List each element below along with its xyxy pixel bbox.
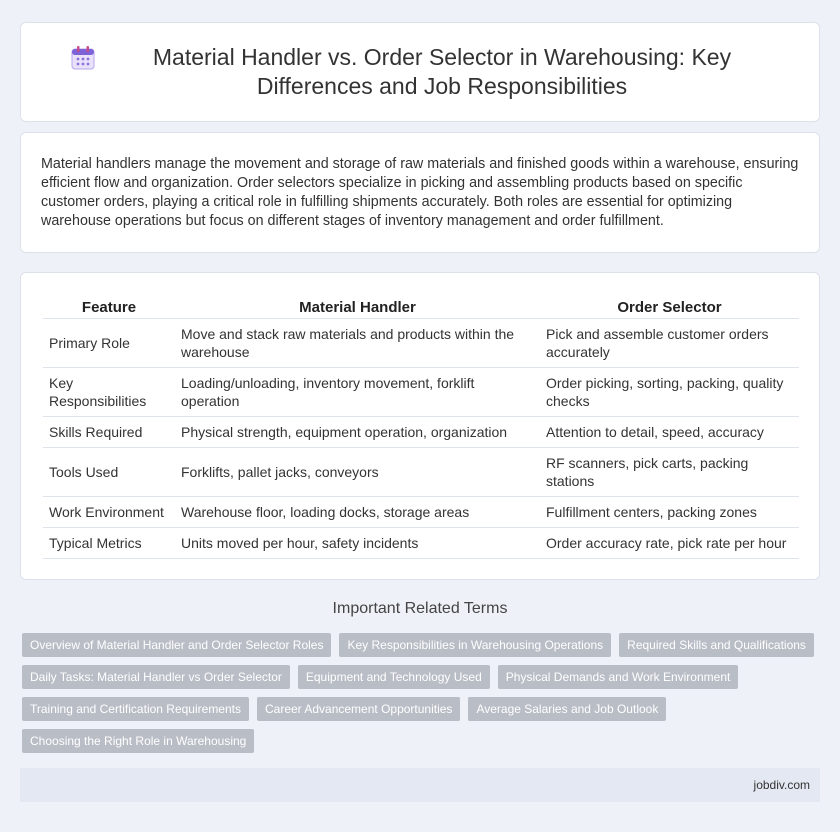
comparison-card: [20, 272, 820, 580]
table-cell: Skills Required: [43, 417, 175, 448]
related-tag[interactable]: Physical Demands and Work Environment: [498, 665, 739, 689]
related-tag[interactable]: Equipment and Technology Used: [298, 665, 490, 689]
table-row: [43, 417, 799, 448]
related-tags: [22, 633, 822, 761]
table-cell: Physical strength, equipment operation, organization: [175, 417, 540, 448]
header-order-selector: Order Selector: [540, 293, 799, 319]
table-row: [43, 528, 799, 559]
intro-text: Material handlers manage the movement and storage of raw materials and finished goods within a warehouse, ensuring efficient flow and organization. Order selectors specialize in picking and assembling products based on specific customer orders, playing a critical role in fulfilling shipments accurately. Both roles are essential for optimizing warehouse operations but focus on different stages of inventory management and order fulfillment.: [41, 156, 799, 229]
table-cell: Order picking, sorting, packing, quality checks: [540, 368, 799, 417]
page-title: Material Handler vs. Order Selector in Warehousing: Key Differences and Job Responsibilities: [152, 44, 732, 99]
table-cell: Work Environment: [43, 497, 175, 528]
table-cell: Primary Role: [43, 319, 175, 368]
table-header-row: [43, 293, 799, 319]
table-cell: Attention to detail, speed, accuracy: [540, 417, 799, 448]
header-card: [20, 22, 820, 122]
site-link[interactable]: jobdiv.com: [753, 778, 810, 792]
calendar-icon: [70, 45, 96, 71]
related-tag[interactable]: Required Skills and Qualifications: [619, 633, 814, 657]
table-cell: Warehouse floor, loading docks, storage areas: [175, 497, 540, 528]
table-cell: Key Responsibilities: [43, 368, 175, 417]
intro-card: [20, 132, 820, 253]
table-row: [43, 319, 799, 368]
table-cell: Typical Metrics: [43, 528, 175, 559]
table-cell: Units moved per hour, safety incidents: [175, 528, 540, 559]
table-cell: Fulfillment centers, packing zones: [540, 497, 799, 528]
table-cell: Loading/unloading, inventory movement, forklift operation: [175, 368, 540, 417]
related-tag[interactable]: Daily Tasks: Material Handler vs Order Selector: [22, 665, 290, 689]
related-tag[interactable]: Training and Certification Requirements: [22, 697, 249, 721]
related-terms-title: Important Related Terms: [332, 600, 508, 617]
table-row: [43, 497, 799, 528]
header-material-handler: Material Handler: [175, 293, 540, 319]
table-cell: Move and stack raw materials and products within the warehouse: [175, 319, 540, 368]
table-row: [43, 368, 799, 417]
related-tag[interactable]: Choosing the Right Role in Warehousing: [22, 729, 254, 753]
table-row: [43, 448, 799, 497]
related-tag[interactable]: Key Responsibilities in Warehousing Operations: [339, 633, 611, 657]
table-cell: Forklifts, pallet jacks, conveyors: [175, 448, 540, 497]
footer: [20, 768, 820, 802]
related-tag[interactable]: Career Advancement Opportunities: [257, 697, 460, 721]
comparison-table: [43, 293, 799, 559]
table-cell: Tools Used: [43, 448, 175, 497]
related-tag[interactable]: Overview of Material Handler and Order Selector Roles: [22, 633, 331, 657]
table-cell: Pick and assemble customer orders accurately: [540, 319, 799, 368]
related-tag[interactable]: Average Salaries and Job Outlook: [468, 697, 666, 721]
header-feature: Feature: [43, 293, 175, 319]
table-cell: Order accuracy rate, pick rate per hour: [540, 528, 799, 559]
table-cell: RF scanners, pick carts, packing stations: [540, 448, 799, 497]
